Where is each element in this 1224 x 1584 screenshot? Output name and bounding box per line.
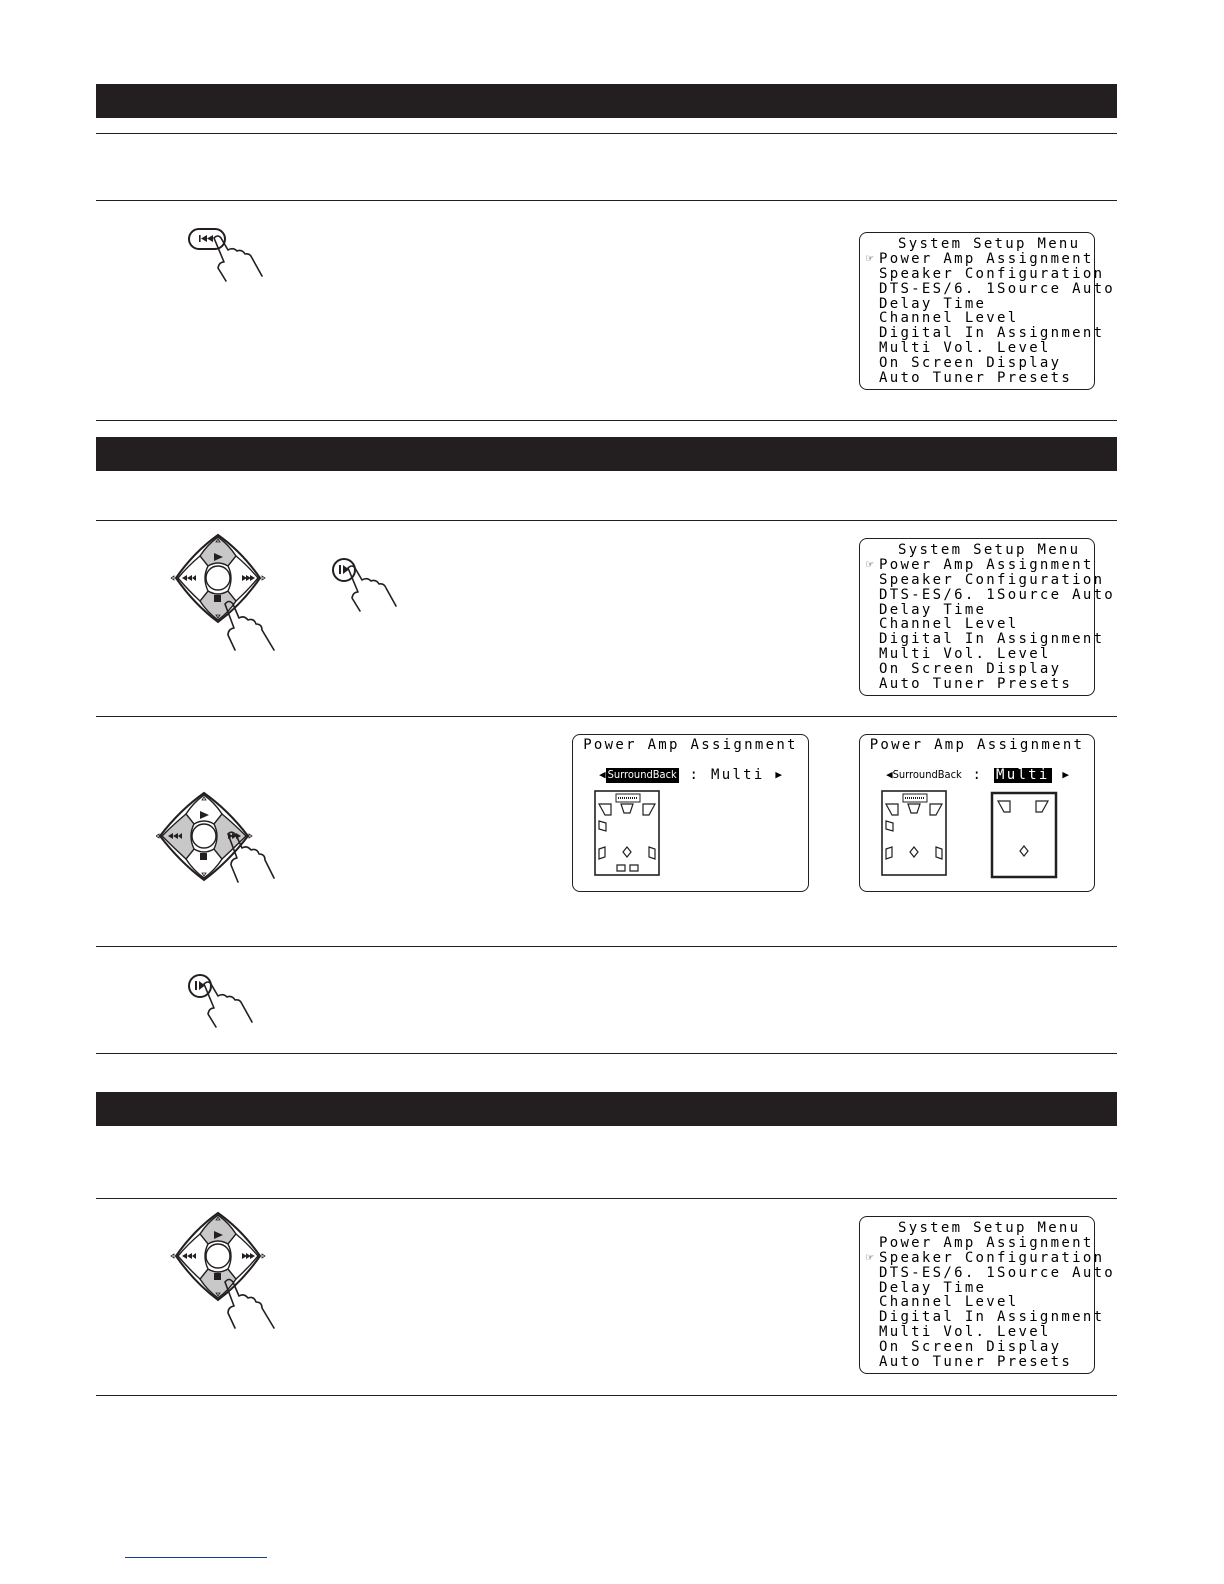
press-pause-button-illustration	[186, 972, 258, 1030]
menu-item: DTS-ES/6. 1Source Auto	[879, 586, 1116, 603]
menu-title: System Setup Menu	[898, 1220, 1081, 1236]
cursor-pad-icon	[156, 793, 252, 880]
menu-item: Speaker Configuration	[879, 571, 1105, 588]
menu-title: System Setup Menu	[898, 542, 1081, 558]
menu-title: System Setup Menu	[898, 236, 1081, 252]
menu-item: Multi Vol. Level	[879, 1324, 1051, 1341]
menu-item: On Screen Display	[879, 661, 1062, 678]
menu-item: Digital In Assignment	[879, 631, 1105, 648]
assignment-selector	[886, 768, 1069, 783]
section-header-bar-3	[96, 1092, 1117, 1126]
menu-item: On Screen Display	[879, 1339, 1062, 1356]
skip-back-icon	[189, 229, 225, 249]
cursor-pad-left-right-illustration	[156, 790, 276, 890]
option-value: Multi	[711, 767, 765, 783]
osd-power-amp-assignment-2	[859, 734, 1095, 892]
section-header-bar-2	[96, 437, 1117, 471]
divider	[96, 1053, 1117, 1054]
menu-item-selected: ☞ Power Amp Assignment	[866, 250, 1094, 267]
pointing-hand-cursor-icon: ☞	[866, 556, 874, 571]
menu-item-selected: ☞ Power Amp Assignment	[866, 556, 1094, 573]
menu-item: DTS-ES/6. 1Source Auto	[879, 280, 1116, 297]
menu-item-selected: ☞ Speaker Configuration	[866, 1249, 1105, 1266]
screen-title: Power Amp Assignment	[869, 737, 1085, 753]
divider	[96, 420, 1117, 421]
menu-item: Channel Level	[879, 310, 1019, 327]
menu-item: Channel Level	[879, 1294, 1019, 1311]
cursor-pad-down-illustration	[170, 532, 280, 652]
menu-item: Digital In Assignment	[879, 325, 1105, 342]
speaker-layout-icon	[593, 789, 663, 879]
right-arrow-icon: ▶	[1062, 768, 1070, 781]
multi-zone-speaker-layout-icon	[990, 791, 1060, 881]
footer-link-rule	[125, 1557, 267, 1558]
cursor-pad-icon	[171, 1213, 265, 1300]
menu-item: Delay Time	[879, 601, 987, 618]
assignment-selector	[599, 768, 782, 783]
right-arrow-icon: ▶	[775, 768, 783, 781]
menu-item: Auto Tuner Presets	[879, 370, 1073, 387]
cursor-pad-icon	[171, 535, 265, 622]
divider	[96, 1198, 1117, 1199]
divider	[96, 133, 1117, 134]
menu-item: Auto Tuner Presets	[879, 676, 1073, 693]
section-header-bar-1	[96, 84, 1117, 118]
osd-system-setup-menu-1	[859, 232, 1116, 390]
separator: :	[972, 767, 984, 783]
left-arrow-icon: ◀	[599, 768, 606, 781]
menu-item: DTS-ES/6. 1Source Auto	[879, 1264, 1116, 1281]
press-pause-button-illustration	[330, 556, 402, 614]
menu-item: On Screen Display	[879, 355, 1062, 372]
menu-item: Power Amp Assignment	[879, 1234, 1094, 1251]
selected-option: SurroundBack	[607, 768, 677, 781]
menu-item: Delay Time	[879, 295, 987, 312]
divider	[96, 716, 1117, 717]
pointing-hand-cursor-icon: ☞	[866, 250, 874, 265]
cursor-pad-down-illustration	[170, 1210, 280, 1330]
menu-item: Channel Level	[879, 616, 1019, 633]
speaker-layout-icon	[880, 789, 950, 879]
osd-power-amp-assignment-1	[572, 734, 809, 892]
screen-title: Power Amp Assignment	[583, 737, 798, 753]
divider	[96, 200, 1117, 201]
separator: :	[689, 767, 701, 783]
pointing-hand-cursor-icon: ☞	[866, 1249, 874, 1264]
osd-system-setup-menu-2	[859, 538, 1116, 696]
menu-item: Auto Tuner Presets	[879, 1354, 1073, 1371]
osd-system-setup-menu-3	[859, 1216, 1116, 1374]
menu-item: Digital In Assignment	[879, 1309, 1105, 1326]
divider	[96, 946, 1117, 947]
menu-item: Speaker Configuration	[879, 265, 1105, 282]
option-label: SurroundBack	[892, 768, 962, 781]
divider	[96, 520, 1117, 521]
selected-value: Multi	[996, 767, 1050, 783]
divider	[96, 1395, 1117, 1396]
press-skip-button-illustration	[186, 226, 268, 284]
menu-item: Multi Vol. Level	[879, 646, 1051, 663]
menu-item: Delay Time	[879, 1279, 987, 1296]
menu-item: Multi Vol. Level	[879, 340, 1051, 357]
left-arrow-icon: ◀	[886, 768, 893, 781]
